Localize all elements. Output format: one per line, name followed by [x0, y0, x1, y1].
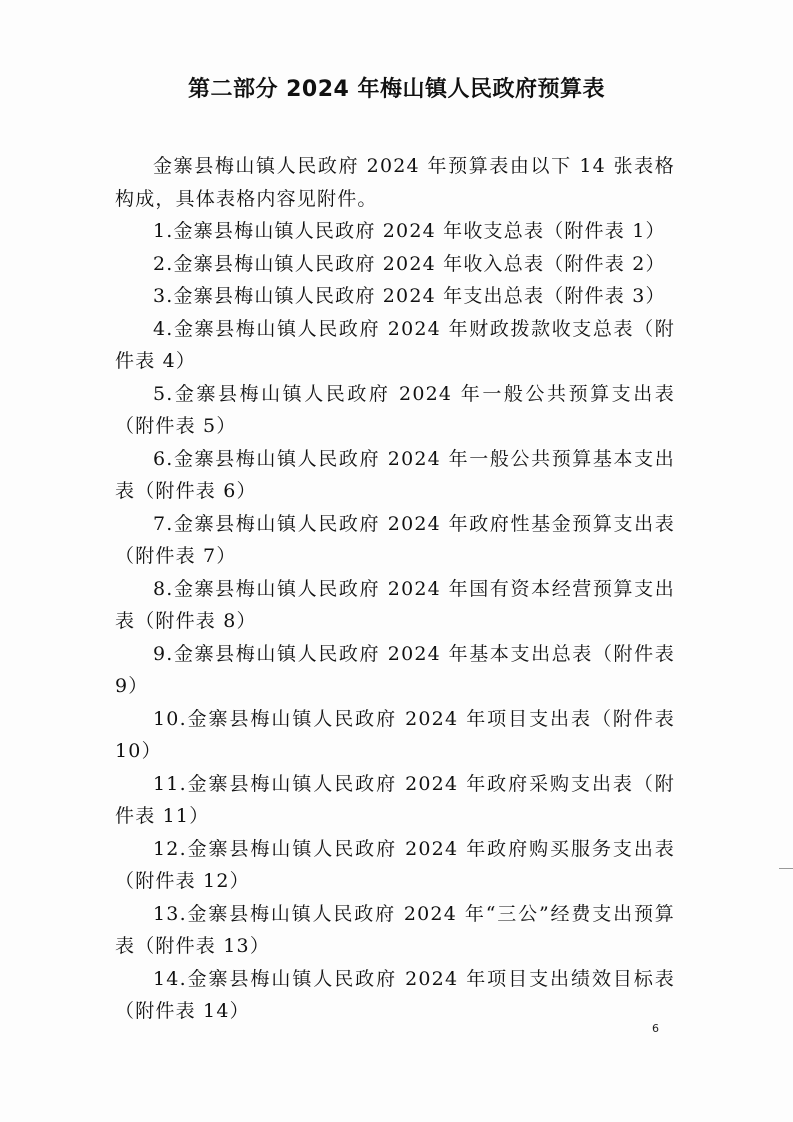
- list-item-13: 13.金寨县梅山镇人民政府 2024 年“三公”经费支出预算表（附件表 13）: [115, 902, 675, 957]
- list-item-14: 14.金寨县梅山镇人民政府 2024 年项目支出绩效目标表（附件表 14）: [115, 967, 675, 1022]
- page-title: 第二部分 2024 年梅山镇人民政府预算表: [187, 77, 606, 102]
- list-item-10: 10.金寨县梅山镇人民政府 2024 年项目支出表（附件表 10）: [115, 707, 675, 762]
- list-item-12: 12.金寨县梅山镇人民政府 2024 年政府购买服务支出表（附件表 12）: [115, 837, 675, 892]
- list-item-8: 8.金寨县梅山镇人民政府 2024 年国有资本经营预算支出表（附件表 8）: [115, 577, 675, 632]
- list-item-3: 3.金寨县梅山镇人民政府 2024 年支出总表（附件表 3）: [153, 285, 666, 307]
- list-item-7: 7.金寨县梅山镇人民政府 2024 年政府性基金预算支出表（附件表 7）: [115, 512, 675, 567]
- list-item-6: 6.金寨县梅山镇人民政府 2024 年一般公共预算基本支出表（附件表 6）: [115, 447, 675, 502]
- list-item-9: 9.金寨县梅山镇人民政府 2024 年基本支出总表（附件表 9）: [115, 642, 675, 697]
- list-item-2: 2.金寨县梅山镇人民政府 2024 年收入总表（附件表 2）: [153, 252, 666, 275]
- list-item-4: 4.金寨县梅山镇人民政府 2024 年财政拨款收支总表（附件表 4）: [115, 317, 675, 372]
- list-item-11: 11.金寨县梅山镇人民政府 2024 年政府采购支出表（附件表 11）: [115, 772, 675, 827]
- list-item-1: 1.金寨县梅山镇人民政府 2024 年收支总表（附件表 1）: [153, 220, 666, 242]
- document-body: [115, 150, 675, 1028]
- list-item-5: 5.金寨县梅山镇人民政府 2024 年一般公共预算支出表（附件表 5）: [115, 382, 675, 437]
- intro-paragraph: 金寨县梅山镇人民政府 2024 年预算表由以下 14 张表格构成，具体表格内容见附件。: [115, 155, 675, 210]
- page-number: 6: [652, 1022, 659, 1035]
- scan-edge-mark: [779, 868, 793, 869]
